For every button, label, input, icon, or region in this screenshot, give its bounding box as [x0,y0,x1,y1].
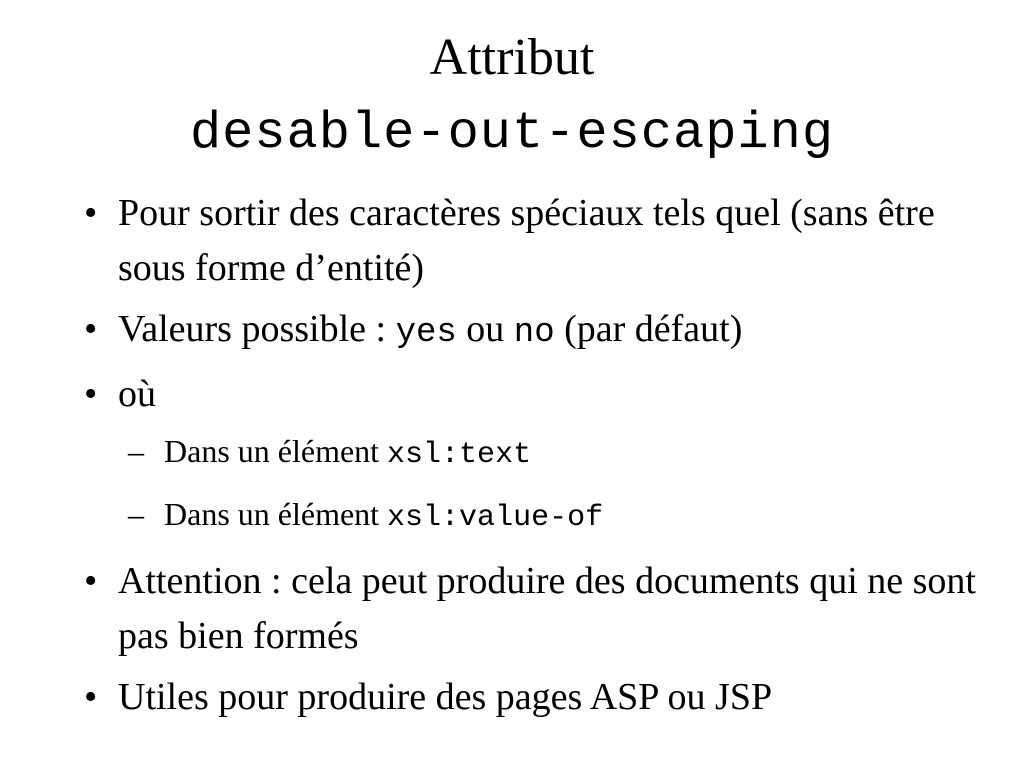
bullet-text: Attention : cela peut produire des documents qui ne sont pas bien formés [118,560,976,657]
sub-bullet-text: Dans un élément [164,496,388,532]
bullet-text: Utiles pour produire des pages ASP ou JSP [118,676,773,718]
sub-bullet-item [80,491,980,541]
bullet-item [80,670,980,725]
sub-bullet-text: Dans un élément [164,433,388,469]
bullet-text: Valeurs possible : [118,308,396,350]
code-no: no [513,314,555,352]
bullet-item [80,186,980,296]
slide-title [0,28,1024,164]
bullet-item [80,302,980,361]
bullet-text: (par défaut) [554,308,743,350]
code-yes: yes [395,314,457,352]
bullet-text: où [118,373,156,415]
bullet-item [80,367,980,422]
bullet-text: Pour sortir des caractères spéciaux tels quel (sans être sous forme d’entité) [118,192,935,289]
title-code: desable-out-escaping [189,104,835,163]
bullet-mark: • [84,560,98,602]
sub-bullet-mark: – [128,496,144,532]
code-xsl-text: xsl:text [387,438,532,472]
sub-bullet-mark: – [128,433,144,469]
title-text: Attribut [429,29,595,86]
bullet-list [80,186,980,731]
code-xsl-value-of: xsl:value-of [387,501,604,535]
bullet-mark: • [84,373,98,415]
bullet-mark: • [84,192,98,234]
sub-bullet-item [80,428,980,478]
bullet-item [80,554,980,664]
bullet-mark: • [84,308,98,350]
bullet-text: ou [456,308,514,350]
bullet-mark: • [84,676,98,718]
